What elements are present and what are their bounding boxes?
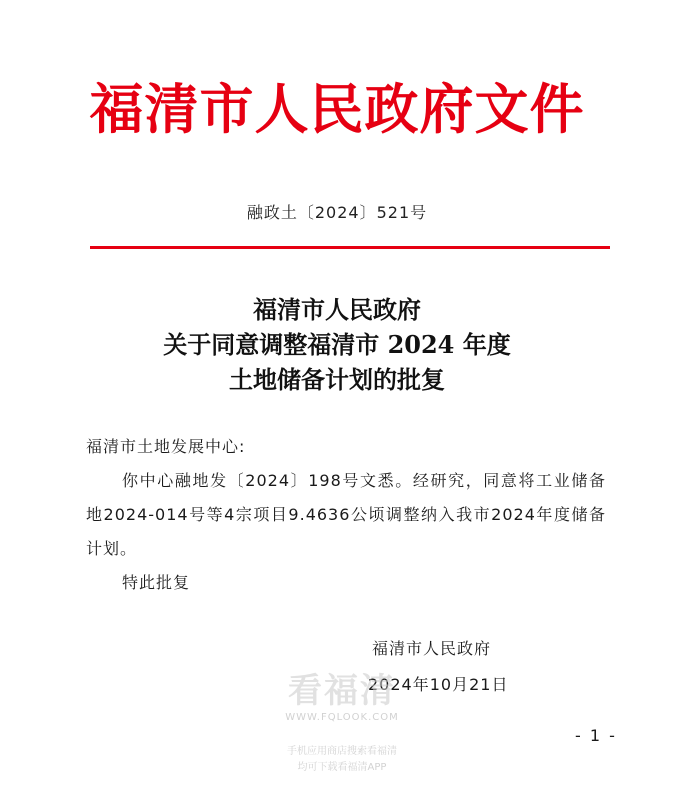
header-divider (90, 246, 610, 249)
page-number: - 1 - (575, 726, 617, 745)
watermark-logo: 看福清 (288, 671, 396, 711)
addressee: 福清市土地发展中心: (86, 437, 246, 456)
title-line-1: 福清市人民政府 (253, 295, 421, 324)
document-header-title: 福清市人民政府文件 (89, 77, 585, 141)
body-paragraph: 你中心融地发〔2024〕198号文悉。经研究，同意将工业储备地2024-014号等4宗项目9.4636公顷调整纳入我市2024年度储备计划。 (86, 471, 606, 558)
watermark-url: WWW.FQLOOK.COM (285, 712, 399, 723)
watermark-caption-1: 手机应用商店搜索看福清 (287, 746, 397, 757)
document-number: 融政土〔2024〕521号 (246, 203, 428, 222)
closing-phrase: 特此批复 (122, 573, 191, 592)
watermark-caption-2: 均可下载看福清APP (297, 762, 387, 773)
signature-organization: 福清市人民政府 (372, 639, 492, 658)
title-line-3: 土地储备计划的批复 (229, 365, 445, 394)
title-line-2: 关于同意调整福清市 2024 年度 (163, 330, 511, 359)
signature-date: 2024年10月21日 (368, 675, 509, 694)
document-title (0, 292, 674, 397)
